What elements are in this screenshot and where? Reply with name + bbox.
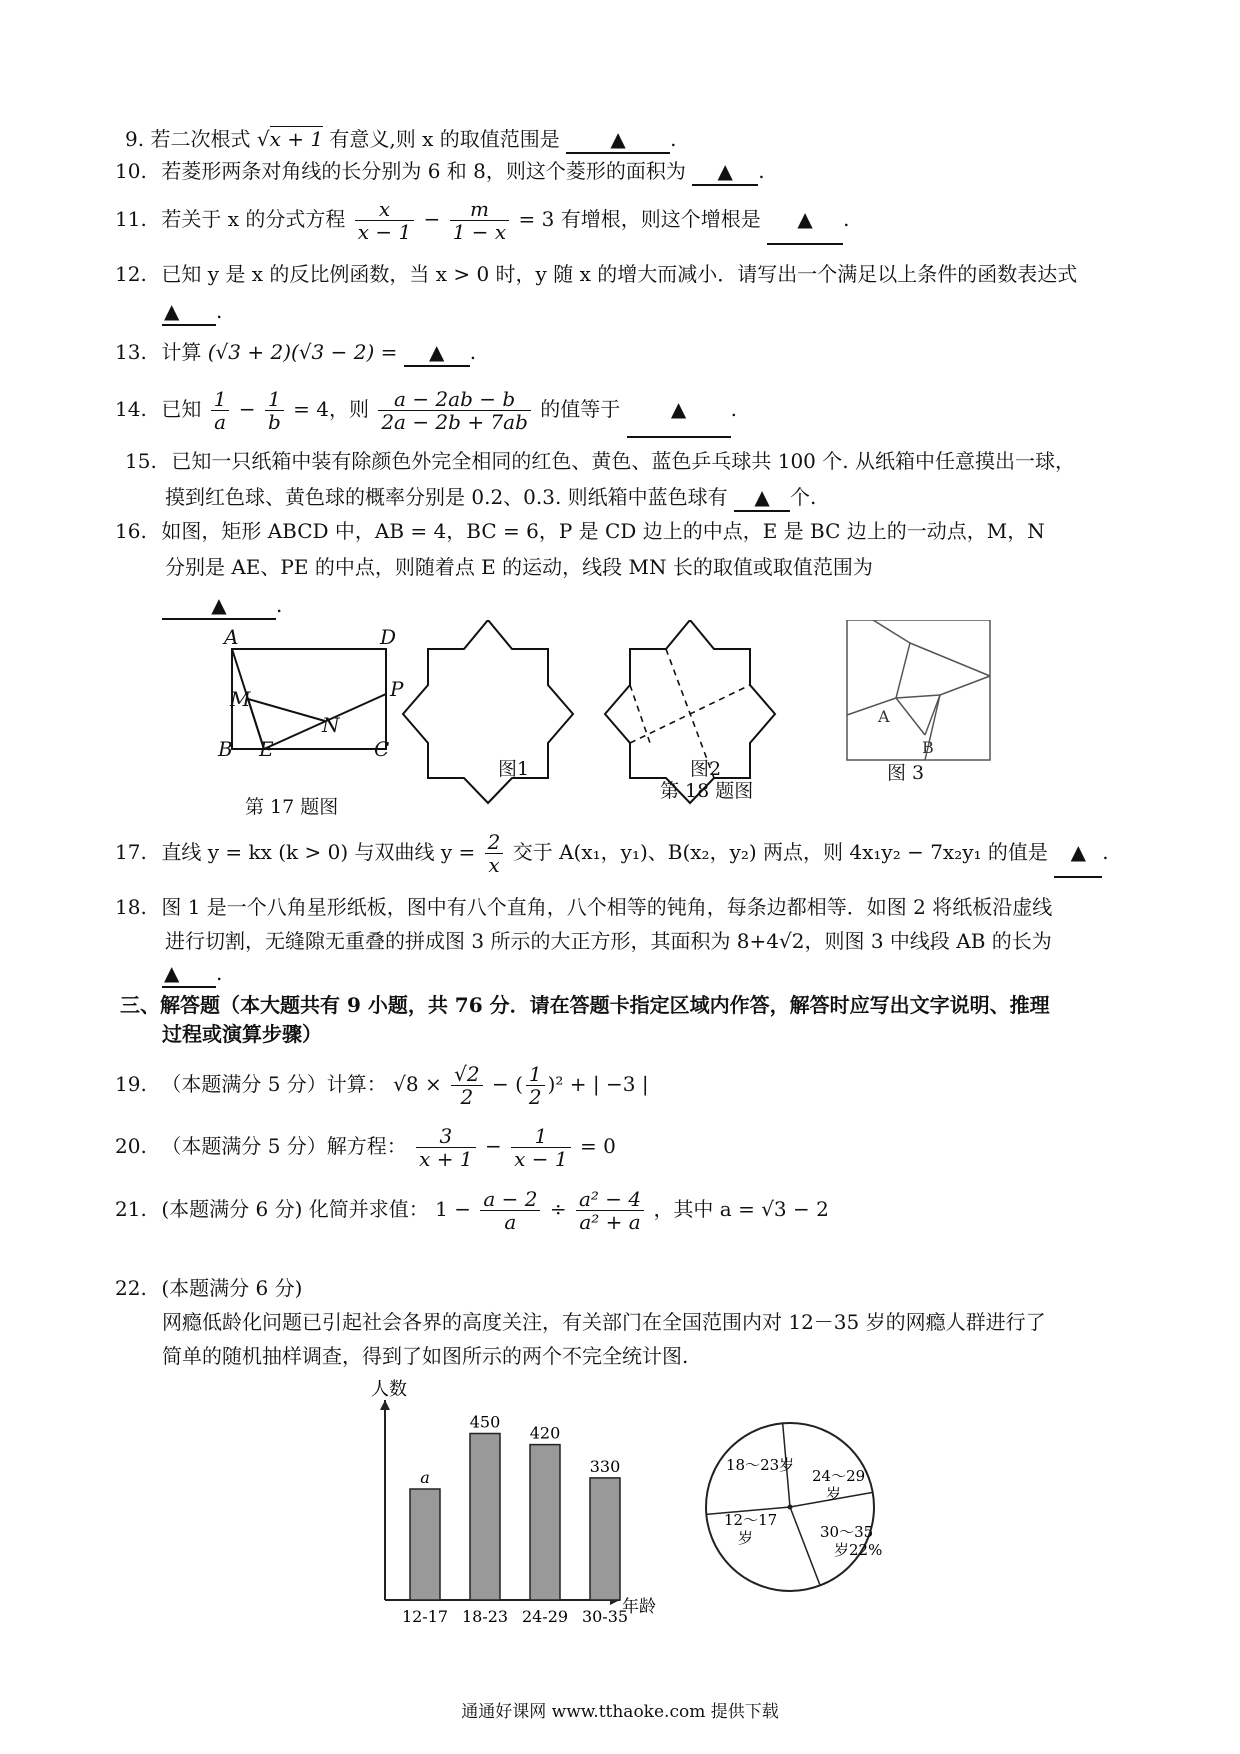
- question-22-line2: 简单的随机抽样调查，得到了如图所示的两个不完全统计图.: [162, 1344, 689, 1368]
- caption-fig2: 图2: [690, 758, 722, 780]
- statistics-charts: [0, 1375, 1240, 1635]
- pie-label-line: 岁: [738, 1529, 754, 1547]
- pie-label-line: 岁22%: [834, 1541, 883, 1559]
- question-11: [115, 195, 849, 245]
- answer-blank: ▲: [404, 339, 470, 367]
- expression: √8 ×: [393, 1072, 442, 1096]
- operator: −: [423, 207, 441, 231]
- question-22: [115, 1275, 302, 1301]
- label-E: E: [259, 737, 274, 761]
- fraction: [480, 1188, 540, 1233]
- question-number: 10.: [115, 159, 147, 183]
- bar-chart: [371, 1379, 656, 1626]
- question-17: [115, 828, 1109, 878]
- label-N: N: [322, 713, 340, 737]
- punctuation: .: [843, 207, 850, 231]
- numerator: √2: [451, 1063, 482, 1086]
- expression: − (: [491, 1072, 523, 1096]
- caption-q18-figure: 第 18 题图: [660, 780, 754, 802]
- question-text: = 4，则: [293, 397, 369, 421]
- fraction: [450, 198, 509, 243]
- bar-data-label: 420: [529, 1423, 561, 1443]
- question-18: [115, 894, 1052, 920]
- pie-center: [788, 1505, 793, 1510]
- answer-blank: ▲: [627, 382, 731, 438]
- question-16: [115, 518, 1045, 544]
- punctuation: .: [216, 961, 223, 985]
- question-text: 交于 A(x₁，y₁)、B(x₂，y₂) 两点，则 4x₁y₂ − 7x₂y₁ 的值是: [512, 840, 1048, 864]
- numerator: 3: [416, 1125, 475, 1148]
- fraction: [416, 1125, 475, 1170]
- bar-data-label: 330: [589, 1456, 621, 1476]
- label-M: M: [230, 687, 251, 711]
- answer-blank: ▲: [162, 960, 216, 988]
- question-14: [115, 382, 737, 438]
- numerator: a² − 4: [576, 1188, 644, 1211]
- y-axis-title: 人数: [371, 1379, 407, 1400]
- question-20: [115, 1120, 616, 1172]
- question-21: [115, 1182, 829, 1236]
- x-tick-label: 24-29: [521, 1607, 569, 1626]
- fraction: [211, 388, 230, 433]
- pie-slice-divider: [790, 1507, 820, 1585]
- caption-fig3: 图 3: [887, 762, 925, 784]
- pie-chart: [706, 1423, 882, 1591]
- operator: −: [238, 397, 256, 421]
- numerator: 1: [511, 1125, 570, 1148]
- question-text: (本题满分 6 分): [161, 1276, 303, 1300]
- punctuation: .: [730, 397, 737, 421]
- question-text: (本题满分 6 分) 化简并求值：: [161, 1197, 429, 1221]
- question-number: 19.: [115, 1072, 147, 1096]
- question-text: 若关于 x 的分式方程: [161, 207, 346, 231]
- bar: [530, 1445, 560, 1600]
- rectangle-figure: [232, 649, 386, 749]
- operator: ÷: [549, 1197, 567, 1221]
- bar-data-label: a: [420, 1468, 430, 1487]
- question-number: 20.: [115, 1134, 147, 1158]
- question-number: 16.: [115, 519, 147, 543]
- question-text: 摸到红色球、黄色球的概率分别是 0.2、0.3. 则纸箱中蓝色球有: [165, 485, 728, 509]
- numerator: a − 2: [480, 1188, 540, 1211]
- denominator: a: [504, 1210, 517, 1234]
- punctuation: .: [276, 593, 283, 617]
- square-figure-3: [847, 620, 990, 760]
- question-text: 进行切割，无缝隙无重叠的拼成图 3 所示的大正方形，其面积为 8+4√2，则图 3 中线段 AB 的长为: [165, 929, 1052, 953]
- radical: √x + 1: [256, 127, 324, 151]
- fraction: [511, 1125, 570, 1170]
- expression: = 0: [579, 1134, 616, 1158]
- question-13: [115, 339, 476, 367]
- pie-label-line: 12～17: [724, 1511, 778, 1529]
- question-19: [115, 1058, 649, 1110]
- question-12: [115, 261, 1077, 287]
- question-number: 15.: [125, 449, 157, 473]
- question-9: [125, 126, 676, 154]
- numerator: m: [450, 198, 509, 221]
- answer-blank: ▲: [692, 158, 758, 186]
- denominator: 2a − 2b + 7ab: [381, 410, 528, 434]
- punctuation: .: [216, 299, 223, 323]
- punctuation: .: [758, 159, 765, 183]
- label-P: P: [390, 677, 404, 701]
- radicand: x + 1: [269, 127, 324, 151]
- x-axis-title: 年龄: [622, 1597, 656, 1617]
- fraction: [378, 388, 531, 433]
- pie-slice-label: [724, 1511, 777, 1547]
- label-B: B: [218, 737, 233, 761]
- question-text: 已知 y 是 x 的反比例函数，当 x > 0 时，y 随 x 的增大而减小．请写出一个满足以上条件的函数表达式: [161, 262, 1078, 286]
- pie-label-line: 18～23岁: [726, 1456, 795, 1474]
- denominator: a² + a: [579, 1210, 641, 1234]
- expression: )² + | −3 |: [547, 1072, 649, 1096]
- bar: [410, 1489, 440, 1600]
- caption-fig1: 图1: [498, 758, 530, 780]
- question-text: 有意义,则 x 的取值范围是: [329, 127, 560, 151]
- section-3-heading: 三、解答题（本大题共有 9 小题，共 76 分．请在答题卡指定区域内作答，解答时应写出文字说明、推理: [120, 993, 1050, 1017]
- pie-label-line: 岁: [826, 1485, 842, 1503]
- page-footer: 通通好课网 www.tthaoke.com 提供下载: [461, 1702, 779, 1722]
- denominator: 1 − x: [452, 220, 507, 244]
- fig3-label-A: A: [878, 707, 890, 726]
- answer-blank: ▲: [566, 126, 670, 154]
- question-12-answer: [162, 298, 222, 326]
- numerator: 1: [265, 388, 284, 411]
- fraction: [526, 1063, 545, 1108]
- question-text: 个.: [790, 485, 817, 509]
- question-number: 21.: [115, 1197, 147, 1221]
- section-3-heading-line2: 过程或演算步骤）: [162, 1022, 322, 1046]
- pie-slice-label: [726, 1456, 794, 1474]
- question-text: 的值等于: [540, 397, 621, 421]
- x-tick-label: 30-35: [581, 1607, 629, 1626]
- denominator: a: [214, 410, 227, 434]
- question-number: 17.: [115, 840, 147, 864]
- question-10: [115, 158, 765, 186]
- denominator: x + 1: [419, 1147, 473, 1171]
- expression: 1 −: [435, 1197, 471, 1221]
- denominator: x − 1: [357, 220, 412, 244]
- denominator: b: [267, 410, 281, 434]
- x-tick-label: 12-17: [401, 1607, 449, 1626]
- figures-row: [0, 620, 1240, 820]
- question-22-line1: 网瘾低龄化问题已引起社会各界的高度关注，有关部门在全国范围内对 12－35 岁的网瘾人群进行了: [162, 1310, 1046, 1334]
- bar: [470, 1434, 500, 1601]
- fraction: [451, 1063, 482, 1108]
- x-tick-label: 18-23: [461, 1607, 509, 1626]
- expression: (√3 + 2)(√3 − 2) =: [207, 340, 398, 364]
- fraction: [265, 388, 284, 433]
- question-text: （本题满分 5 分）计算：: [161, 1072, 387, 1096]
- pie-label-line: 30～35: [820, 1523, 874, 1541]
- denominator: 2: [528, 1085, 542, 1109]
- denominator: x: [488, 853, 500, 877]
- numerator: x: [355, 198, 414, 221]
- numerator: a − 2ab − b: [378, 388, 531, 411]
- fraction: [485, 831, 504, 876]
- answer-blank: ▲: [162, 298, 216, 326]
- question-text: 如图，矩形 ABCD 中，AB = 4，BC = 6，P 是 CD 边上的中点，E 是 BC 边上的一动点，M，N: [161, 519, 1045, 543]
- answer-blank: ▲: [767, 195, 843, 245]
- denominator: 2: [460, 1085, 474, 1109]
- question-text: （本题满分 5 分）解方程：: [161, 1134, 407, 1158]
- question-16-line2: [165, 554, 873, 580]
- fraction: [355, 198, 414, 243]
- answer-blank: ▲: [162, 592, 276, 620]
- question-18-line2: [165, 928, 1052, 954]
- operator: −: [485, 1134, 502, 1158]
- numerator: 1: [211, 388, 230, 411]
- question-text: 计算: [161, 340, 202, 364]
- question-number: 11.: [115, 207, 147, 231]
- question-text: 已知一只纸箱中装有除颜色外完全相同的红色、黄色、蓝色乒乓球共 100 个. 从纸箱中任意摸出一球，: [171, 449, 1075, 473]
- label-A: A: [224, 625, 239, 649]
- answer-blank: ▲: [1054, 828, 1102, 878]
- question-number: 18.: [115, 895, 147, 919]
- question-text: 已知: [161, 397, 202, 421]
- question-text: = 3 有增根，则这个增根是: [518, 207, 761, 231]
- question-15: [125, 448, 1075, 474]
- punctuation: .: [670, 127, 677, 151]
- label-C: C: [374, 737, 390, 761]
- denominator: x − 1: [514, 1147, 568, 1171]
- numerator: 1: [526, 1063, 545, 1086]
- question-number: 9.: [125, 127, 145, 151]
- question-text: 直线 y = kx (k > 0) 与双曲线 y =: [161, 840, 476, 864]
- punctuation: .: [469, 340, 477, 364]
- question-18-answer: [162, 960, 222, 988]
- answer-blank: ▲: [734, 484, 790, 512]
- bar: [590, 1478, 620, 1600]
- question-number: 12.: [115, 262, 147, 286]
- question-text: 图 1 是一个八角星形纸板，图中有八个直角，八个相等的钝角，每条边都相等．如图 2 将纸板沿虚线: [161, 895, 1053, 919]
- question-16-answer: [162, 592, 282, 620]
- numerator: 2: [485, 831, 504, 854]
- question-number: 14.: [115, 397, 147, 421]
- question-text: 分别是 AE、PE 的中点，则随着点 E 的运动，线段 MN 长的取值或取值范围为: [165, 555, 873, 579]
- question-text: 若菱形两条对角线的长分别为 6 和 8，则这个菱形的面积为: [161, 159, 686, 183]
- question-text: 若二次根式: [150, 127, 251, 151]
- y-axis-arrow: [380, 1400, 390, 1410]
- pie-label-line: 24～29: [812, 1467, 866, 1485]
- caption-q17-figure: 第 17 题图: [245, 796, 339, 818]
- expression: ，其中 a = √3 − 2: [653, 1197, 829, 1221]
- pie-slice-label: [812, 1467, 865, 1503]
- label-D: D: [380, 625, 397, 649]
- fig3-label-B: B: [922, 738, 934, 757]
- fraction: [576, 1188, 644, 1233]
- pie-slice-label: [820, 1523, 882, 1559]
- question-number: 13.: [115, 340, 147, 364]
- bar-data-label: 450: [469, 1412, 501, 1432]
- star-figure-1: [403, 620, 573, 803]
- punctuation: .: [1102, 840, 1109, 864]
- question-15-line2: [165, 484, 816, 512]
- question-number: 22.: [115, 1276, 147, 1300]
